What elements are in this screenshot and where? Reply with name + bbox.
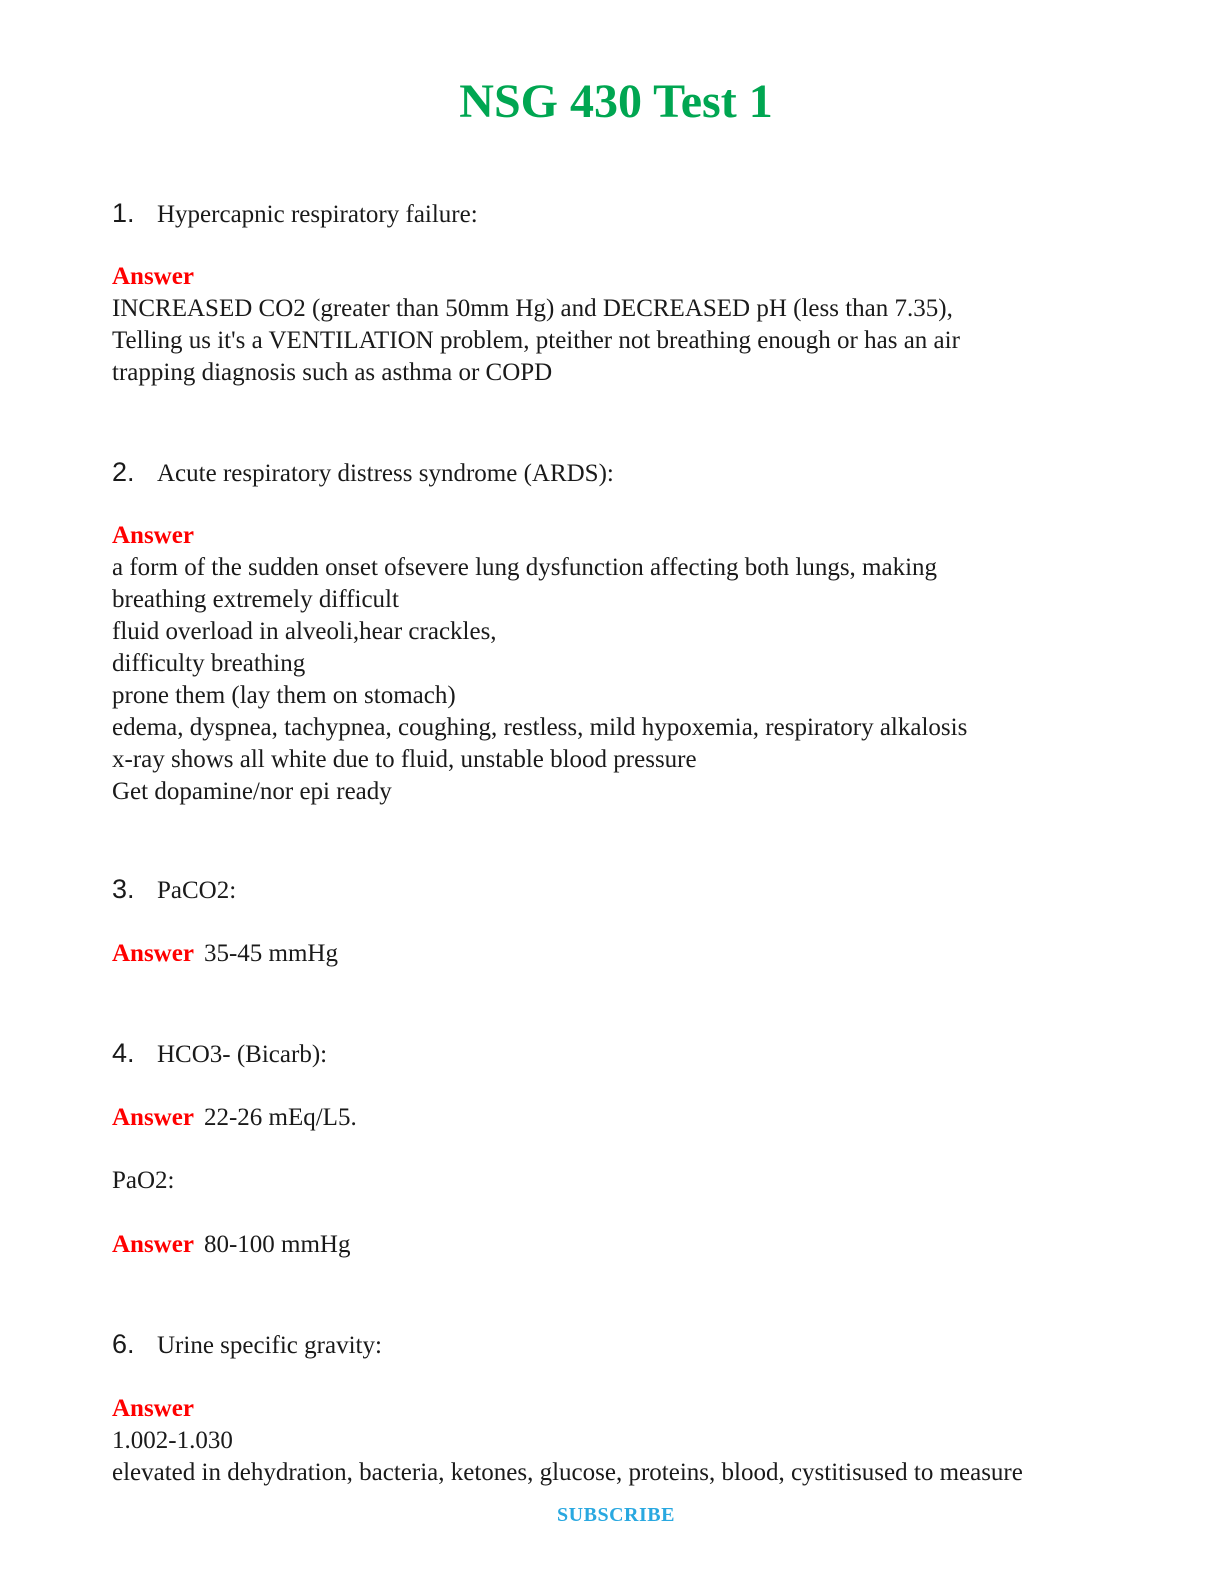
answer-line: 1.002-1.030	[112, 1427, 233, 1454]
answer-line: breathing extremely difficult	[112, 586, 399, 613]
subscribe-link[interactable]: SUBSCRIBE	[557, 1504, 675, 1526]
question-prompt: PaO2:	[112, 1167, 175, 1194]
question-number: 3.	[112, 874, 135, 904]
question-prompt: PaCO2:	[157, 877, 237, 904]
question-number: 1.	[112, 198, 135, 228]
answer-line: x-ray shows all white due to fluid, unstable blood pressure	[112, 746, 697, 773]
answer-line: difficulty breathing	[112, 650, 306, 677]
answer-block-2	[112, 520, 967, 808]
answer-label: Answer	[112, 1104, 194, 1131]
question-6	[112, 1328, 382, 1362]
answer-block-3	[112, 938, 338, 970]
question-4	[112, 1037, 327, 1071]
answer-line: INCREASED CO2 (greater than 50mm Hg) and DECREASED pH (less than 7.35),	[112, 295, 953, 322]
question-prompt: Urine specific gravity:	[157, 1332, 382, 1359]
answer-line: prone them (lay them on stomach)	[112, 682, 456, 709]
question-number: 4.	[112, 1038, 135, 1068]
answer-block-6	[112, 1393, 1023, 1489]
question-prompt: Hypercapnic respiratory failure:	[157, 201, 478, 228]
answer-line: edema, dyspnea, tachypnea, coughing, restless, mild hypoxemia, respiratory alkalosis	[112, 714, 968, 741]
answer-block-4	[112, 1102, 357, 1134]
question-prompt: Acute respiratory distress syndrome (ARDS):	[157, 460, 614, 487]
answer-label: Answer	[112, 263, 194, 290]
question-number: 2.	[112, 457, 135, 487]
answer-line: Telling us it's a VENTILATION problem, pteither not breathing enough or has an air	[112, 327, 960, 354]
answer-label: Answer	[112, 1395, 194, 1422]
answer-value: 22-26 mEq/L5.	[203, 1104, 357, 1131]
question-1	[112, 197, 478, 231]
question-5	[112, 1165, 175, 1197]
answer-value: 35-45 mmHg	[203, 940, 338, 967]
page-title: NSG 430 Test 1	[459, 75, 773, 128]
answer-line: a form of the sudden onset ofsevere lung dysfunction affecting both lungs, making	[112, 554, 938, 581]
answer-line: fluid overload in alveoli,hear crackles,	[112, 618, 497, 645]
answer-line: trapping diagnosis such as asthma or COPD	[112, 359, 553, 386]
answer-label: Answer	[112, 522, 194, 549]
question-2	[112, 456, 614, 490]
question-number: 6.	[112, 1329, 135, 1359]
answer-block-5	[112, 1229, 350, 1261]
answer-line: elevated in dehydration, bacteria, ketones, glucose, proteins, blood, cystitisused to measure	[112, 1459, 1023, 1486]
question-prompt: HCO3- (Bicarb):	[157, 1041, 328, 1068]
answer-label: Answer	[112, 1231, 194, 1258]
answer-value: 80-100 mmHg	[203, 1231, 351, 1258]
answer-label: Answer	[112, 940, 194, 967]
answer-block-1	[112, 261, 960, 389]
question-3	[112, 873, 236, 907]
answer-line: Get dopamine/nor epi ready	[112, 778, 392, 805]
